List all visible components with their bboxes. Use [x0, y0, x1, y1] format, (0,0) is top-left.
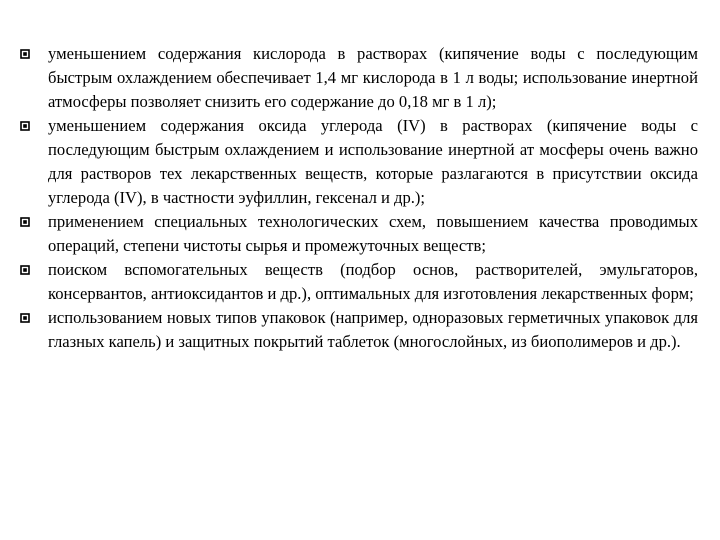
list-item	[18, 306, 698, 354]
bullet-list	[18, 42, 698, 354]
square-bullet-icon	[20, 49, 30, 59]
list-item	[18, 114, 698, 210]
square-bullet-icon	[20, 265, 30, 275]
list-item	[18, 210, 698, 258]
square-bullet-icon	[20, 313, 30, 323]
bullet-text: применением специальных технологических схем, повышением качества проводимых операций, степени чистоты сырья и промежуточных веществ;	[48, 212, 698, 255]
list-item	[18, 258, 698, 306]
bullet-text: уменьшением содержания оксида углерода (IV) в растворах (кипячение воды с последующим быстрым охлаждением и использование инертной ат мосферы очень важно для растворов тех лекарственных веществ, которые разлагаются в присутствии оксида углерода (IV), в частности эуфиллин, гексенал и др.);	[48, 116, 698, 207]
bullet-text: использованием новых типов упаковок (например, одноразовых герметичных упаковок для глазных капель) и защитных покрытий таблеток (многослойных, из биополимеров и др.).	[48, 308, 698, 351]
square-bullet-icon	[20, 121, 30, 131]
bullet-text: уменьшением содержания кислорода в растворах (кипячение воды с последующим быстрым охлаждением обеспечивает 1,4 мг кислорода в 1 л воды; использование инертной атмосферы позволяет снизить его содержание до 0,18 мг в 1 л);	[48, 44, 698, 111]
bullet-text: поиском вспомогательных веществ (подбор основ, растворителей, эмульгаторов, консервантов, антиоксидантов и др.), оптимальных для изготовления лекарственных форм;	[48, 260, 698, 303]
list-item	[18, 42, 698, 114]
square-bullet-icon	[20, 217, 30, 227]
